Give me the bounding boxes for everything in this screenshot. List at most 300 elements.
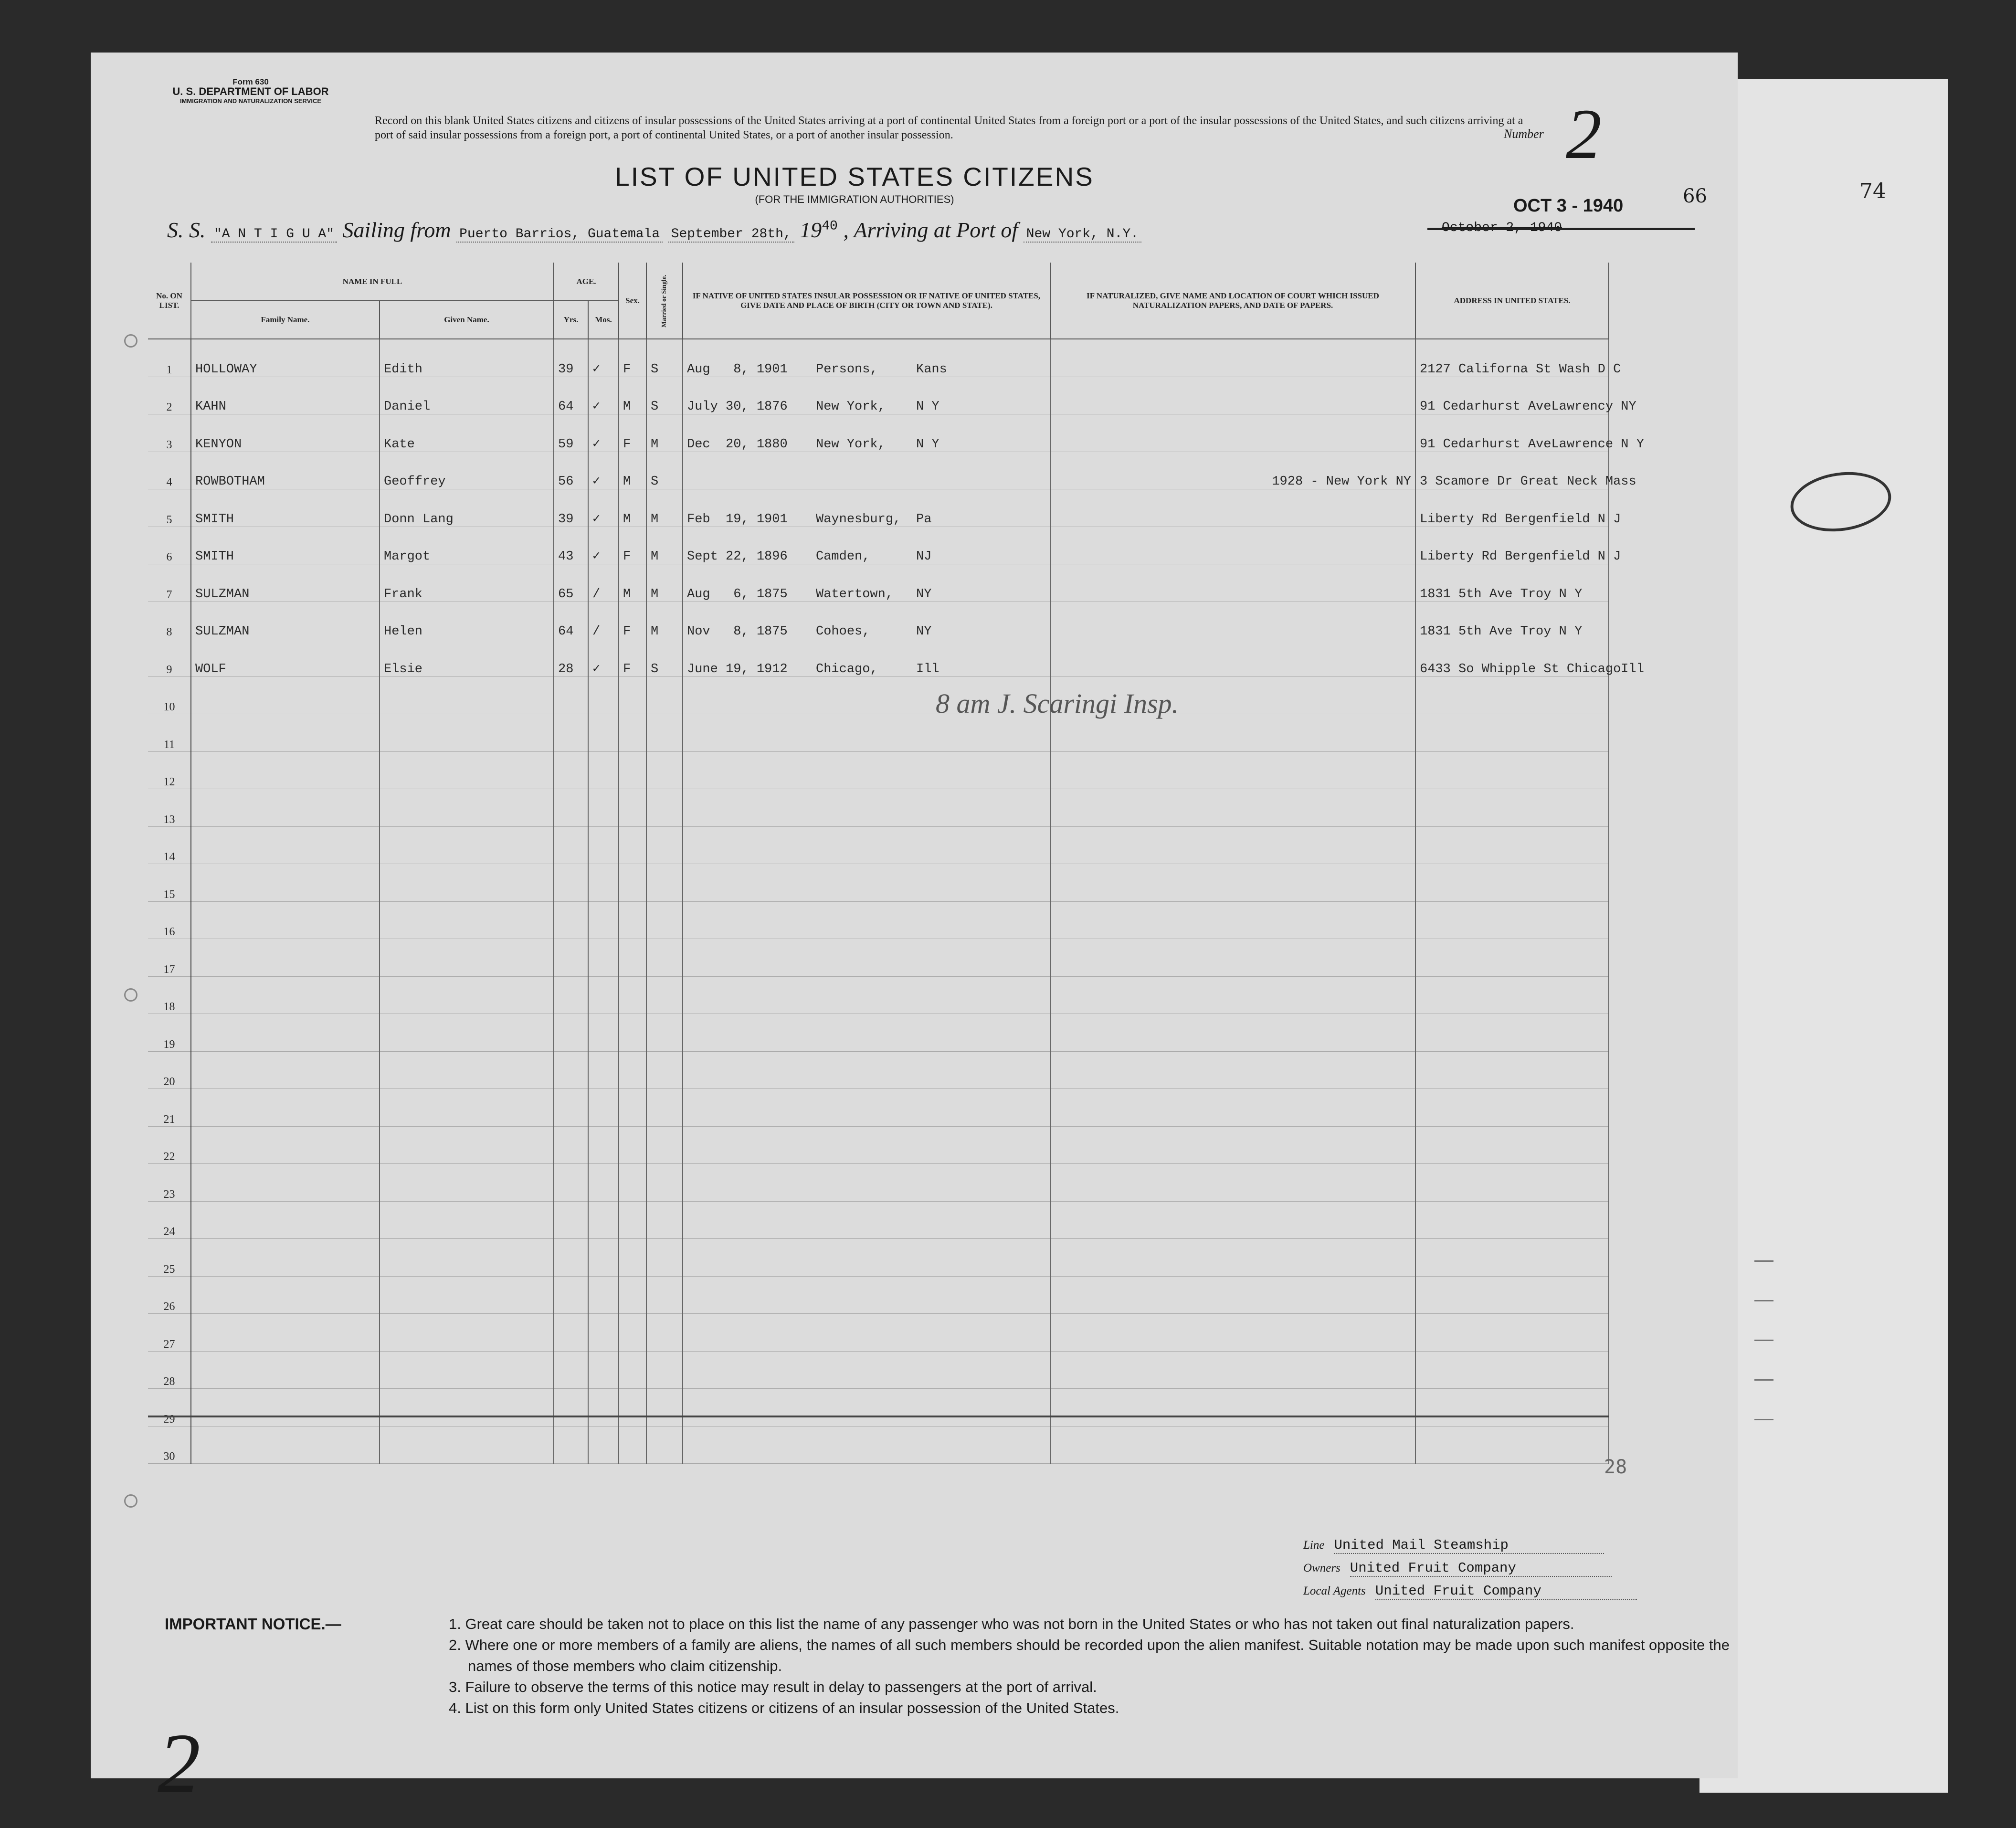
given-name: Edith	[380, 339, 554, 377]
age-months	[588, 1426, 619, 1464]
marital-status: M	[646, 564, 683, 602]
age-years: 65	[554, 564, 588, 602]
given-name	[380, 789, 554, 827]
row-number: 7	[148, 564, 191, 602]
naturalization	[1050, 1314, 1415, 1352]
marital-status: M	[646, 527, 683, 564]
naturalization	[1050, 864, 1415, 902]
date-stamp: OCT 3 - 1940	[1513, 196, 1624, 216]
sex: F	[619, 339, 646, 377]
birth-info	[683, 864, 1050, 902]
marital-status	[646, 826, 683, 864]
address: 91 Cedarhurst AveLawrency NY	[1415, 377, 1609, 414]
side-tick-marks	[1754, 1260, 1773, 1458]
age-years	[554, 976, 588, 1014]
given-name: Geoffrey	[380, 452, 554, 489]
bottom-number: 2	[158, 1716, 201, 1811]
age-months: ✓	[588, 489, 619, 527]
row-number: 18	[148, 976, 191, 1014]
arrival-port: New York, N.Y.	[1024, 227, 1141, 243]
age-months	[588, 1089, 619, 1127]
birth-info	[683, 377, 1050, 414]
table-row	[148, 1014, 1609, 1052]
sailing-date: September 28th,	[668, 227, 794, 243]
table-row	[148, 1239, 1609, 1277]
naturalization	[1050, 1051, 1415, 1089]
family-name	[191, 976, 380, 1014]
row-number: 8	[148, 602, 191, 639]
marital-status	[646, 901, 683, 939]
row-number: 15	[148, 864, 191, 902]
agents-value: United Fruit Company	[1375, 1583, 1637, 1600]
row-number: 6	[148, 527, 191, 564]
birth-date: Aug 8, 1901	[687, 362, 788, 377]
sex	[619, 676, 646, 714]
sex	[619, 789, 646, 827]
col-mos: Mos.	[588, 301, 619, 339]
table-row	[148, 1089, 1609, 1127]
age-months	[588, 864, 619, 902]
age-years: 43	[554, 527, 588, 564]
sex	[619, 1276, 646, 1314]
sex	[619, 939, 646, 977]
birth-date: Dec 20, 1880	[687, 437, 788, 452]
address	[1415, 1426, 1609, 1464]
sex	[619, 1389, 646, 1426]
address	[1415, 901, 1609, 939]
sex: M	[619, 489, 646, 527]
arriving-label: , Arriving at Port of	[843, 218, 1018, 242]
table-body	[148, 339, 1644, 1464]
sex	[619, 901, 646, 939]
sex	[619, 1014, 646, 1052]
from-port: Puerto Barrios, Guatemala	[456, 227, 663, 243]
age-months	[588, 939, 619, 977]
birth-info	[683, 751, 1050, 789]
form-number: Form 630	[232, 77, 269, 86]
row-number: 29	[148, 1389, 191, 1426]
sailing-label: Sailing from	[342, 218, 451, 242]
col-birth: IF NATIVE OF UNITED STATES INSULAR POSSESSION OR IF NATIVE OF UNITED STATES, GIVE DATE AND PLACE OF BIRTH (CITY OR TOWN AND STATE).	[683, 263, 1050, 339]
table-row	[148, 414, 1609, 452]
birth-info	[683, 1164, 1050, 1202]
given-name: Daniel	[380, 377, 554, 414]
birth-info	[683, 901, 1050, 939]
naturalization	[1050, 1239, 1415, 1277]
age-years	[554, 939, 588, 977]
row-number: 10	[148, 676, 191, 714]
table-row	[148, 639, 1609, 677]
sex	[619, 1126, 646, 1164]
table-row	[148, 527, 1609, 564]
family-name: KENYON	[191, 414, 380, 452]
naturalization	[1050, 377, 1415, 414]
manifest-sheet	[91, 53, 1738, 1811]
address	[1415, 1389, 1609, 1426]
given-name	[380, 939, 554, 977]
age-years	[554, 714, 588, 752]
naturalization	[1050, 339, 1415, 377]
sex	[619, 1089, 646, 1127]
sex: M	[619, 564, 646, 602]
agents-field: Local Agents United Fruit Company	[1303, 1583, 1637, 1599]
sex	[619, 1051, 646, 1089]
sex: F	[619, 602, 646, 639]
table-row	[148, 976, 1609, 1014]
row-number: 30	[148, 1426, 191, 1464]
row-number: 1	[148, 339, 191, 377]
passenger-table	[148, 263, 1644, 1464]
age-months	[588, 676, 619, 714]
corner-number: 66	[1683, 185, 1707, 207]
marital-status: S	[646, 377, 683, 414]
address: 1831 5th Ave Troy N Y	[1415, 564, 1609, 602]
family-name	[191, 939, 380, 977]
address: 91 Cedarhurst AveLawrence N Y	[1415, 414, 1609, 452]
birth-state: Ill	[916, 662, 939, 676]
family-name	[191, 826, 380, 864]
given-name	[380, 1164, 554, 1202]
given-name: Frank	[380, 564, 554, 602]
row-number: 28	[148, 1351, 191, 1389]
address	[1415, 864, 1609, 902]
marital-status	[646, 1276, 683, 1314]
address	[1415, 1164, 1609, 1202]
age-years: 64	[554, 602, 588, 639]
punch-hole-icon	[124, 334, 137, 348]
address: Liberty Rd Bergenfield N J	[1415, 489, 1609, 527]
age-years	[554, 676, 588, 714]
col-address: ADDRESS IN UNITED STATES.	[1415, 263, 1609, 339]
birth-info	[683, 1314, 1050, 1352]
naturalization	[1050, 1351, 1415, 1389]
birth-info	[683, 489, 1050, 527]
birth-city: Camden,	[816, 549, 870, 564]
row-number: 5	[148, 489, 191, 527]
address	[1415, 676, 1609, 714]
age-years	[554, 1276, 588, 1314]
birth-state: NY	[916, 587, 932, 602]
row-number: 13	[148, 789, 191, 827]
address	[1415, 1089, 1609, 1127]
birth-info	[683, 527, 1050, 564]
age-years	[554, 864, 588, 902]
age-years: 39	[554, 339, 588, 377]
naturalization	[1050, 789, 1415, 827]
age-months: /	[588, 564, 619, 602]
birth-info	[683, 976, 1050, 1014]
notice-heading: IMPORTANT NOTICE.—	[165, 1615, 341, 1633]
marital-status: S	[646, 339, 683, 377]
row-number: 2	[148, 377, 191, 414]
naturalization	[1050, 826, 1415, 864]
age-years	[554, 901, 588, 939]
naturalization	[1050, 602, 1415, 639]
birth-state: Kans	[916, 362, 947, 377]
col-name-in-full: NAME IN FULL	[191, 263, 554, 301]
age-months	[588, 826, 619, 864]
age-months	[588, 1314, 619, 1352]
naturalization	[1050, 1389, 1415, 1426]
birth-info	[683, 339, 1050, 377]
table-row	[148, 377, 1609, 414]
given-name	[380, 1276, 554, 1314]
birth-info	[683, 452, 1050, 489]
naturalization	[1050, 714, 1415, 752]
table-row	[148, 864, 1609, 902]
col-yrs: Yrs.	[554, 301, 588, 339]
birth-city: Cohoes,	[816, 624, 870, 639]
given-name	[380, 864, 554, 902]
age-years: 64	[554, 377, 588, 414]
given-name	[380, 901, 554, 939]
family-name: SMITH	[191, 527, 380, 564]
ship-info-row	[167, 217, 1141, 243]
age-months: ✓	[588, 414, 619, 452]
birth-info	[683, 789, 1050, 827]
family-name	[191, 1126, 380, 1164]
birth-city: Watertown,	[816, 587, 894, 602]
table-row	[148, 489, 1609, 527]
notice-item: 4. List on this form only United States citizens or citizens of an insular possession of the United States.	[449, 1700, 1119, 1716]
naturalization	[1050, 1126, 1415, 1164]
address	[1415, 751, 1609, 789]
given-name: Elsie	[380, 639, 554, 677]
col-married: Married or Single.	[646, 263, 683, 339]
age-months	[588, 1126, 619, 1164]
sex	[619, 1164, 646, 1202]
table-row	[148, 1351, 1609, 1389]
naturalization	[1050, 1426, 1415, 1464]
address	[1415, 1351, 1609, 1389]
number-label: Number	[1504, 127, 1544, 141]
address: 3 Scamore Dr Great Neck Mass	[1415, 452, 1609, 489]
family-name: SMITH	[191, 489, 380, 527]
row-number: 11	[148, 714, 191, 752]
address	[1415, 1051, 1609, 1089]
sex	[619, 1314, 646, 1352]
naturalization	[1050, 564, 1415, 602]
age-months	[588, 1201, 619, 1239]
naturalization	[1050, 1089, 1415, 1127]
age-months	[588, 789, 619, 827]
family-name	[191, 1014, 380, 1052]
age-months	[588, 1239, 619, 1277]
naturalization	[1050, 751, 1415, 789]
col-sex: Sex.	[619, 263, 646, 339]
naturalization	[1050, 414, 1415, 452]
row-number: 25	[148, 1239, 191, 1277]
naturalization	[1050, 527, 1415, 564]
address: Liberty Rd Bergenfield N J	[1415, 527, 1609, 564]
table-row	[148, 1314, 1609, 1352]
age-years	[554, 1164, 588, 1202]
family-name	[191, 1089, 380, 1127]
row-number: 23	[148, 1164, 191, 1202]
marital-status	[646, 1239, 683, 1277]
given-name: Margot	[380, 527, 554, 564]
birth-info	[683, 1014, 1050, 1052]
sex	[619, 864, 646, 902]
age-years	[554, 1201, 588, 1239]
naturalization	[1050, 1014, 1415, 1052]
marital-status: M	[646, 602, 683, 639]
age-years	[554, 1051, 588, 1089]
marital-status: M	[646, 414, 683, 452]
given-name: Kate	[380, 414, 554, 452]
age-months: ✓	[588, 377, 619, 414]
birth-date: July 30, 1876	[687, 400, 788, 414]
col-naturalized: IF NATURALIZED, GIVE NAME AND LOCATION OF COURT WHICH ISSUED NATURALIZATION PAPERS, AND DATE OF PAPERS.	[1050, 263, 1415, 339]
sex	[619, 1351, 646, 1389]
family-name	[191, 1389, 380, 1426]
address	[1415, 1126, 1609, 1164]
col-given-name: Given Name.	[380, 301, 554, 339]
age-years: 39	[554, 489, 588, 527]
age-years	[554, 1239, 588, 1277]
family-name	[191, 1051, 380, 1089]
birth-city: New York,	[816, 400, 886, 414]
marital-status	[646, 1164, 683, 1202]
col-no: No. ON LIST.	[148, 263, 191, 339]
birth-date: Aug 6, 1875	[687, 587, 788, 602]
age-months	[588, 714, 619, 752]
row-number: 9	[148, 639, 191, 677]
row-number: 20	[148, 1051, 191, 1089]
marital-status	[646, 976, 683, 1014]
row-number: 14	[148, 826, 191, 864]
given-name	[380, 1051, 554, 1089]
given-name	[380, 1201, 554, 1239]
birth-date: June 19, 1912	[687, 662, 788, 676]
tally-number: 28	[1604, 1456, 1627, 1478]
naturalization	[1050, 901, 1415, 939]
sex: M	[619, 452, 646, 489]
table-row	[148, 901, 1609, 939]
naturalization	[1050, 1276, 1415, 1314]
birth-city: Persons,	[816, 362, 878, 377]
row-number: 3	[148, 414, 191, 452]
address: 1831 5th Ave Troy N Y	[1415, 602, 1609, 639]
strike-line	[1427, 228, 1695, 230]
age-months	[588, 901, 619, 939]
marital-status	[646, 789, 683, 827]
naturalization	[1050, 639, 1415, 677]
address	[1415, 714, 1609, 752]
family-name	[191, 901, 380, 939]
age-months	[588, 1276, 619, 1314]
age-years	[554, 1089, 588, 1127]
age-months: /	[588, 602, 619, 639]
row-number: 24	[148, 1201, 191, 1239]
family-name	[191, 1164, 380, 1202]
birth-state: Pa	[916, 512, 932, 527]
sex	[619, 976, 646, 1014]
punch-hole-icon	[124, 1494, 137, 1508]
sex: F	[619, 527, 646, 564]
marital-status	[646, 1051, 683, 1089]
marital-status: M	[646, 489, 683, 527]
given-name: Helen	[380, 602, 554, 639]
marital-status	[646, 1314, 683, 1352]
naturalization	[1050, 489, 1415, 527]
age-months: ✓	[588, 639, 619, 677]
table-row	[148, 1389, 1609, 1426]
birth-state: N Y	[916, 400, 939, 414]
age-years	[554, 1426, 588, 1464]
sex	[619, 1239, 646, 1277]
sex	[619, 826, 646, 864]
ss-label: S. S.	[167, 218, 206, 242]
given-name	[380, 1014, 554, 1052]
col-family-name: Family Name.	[191, 301, 380, 339]
birth-info	[683, 564, 1050, 602]
marital-status	[646, 751, 683, 789]
birth-info	[683, 1089, 1050, 1127]
family-name	[191, 714, 380, 752]
address: 6433 So Whipple St ChicagoIll	[1415, 639, 1609, 677]
birth-date: Sept 22, 1896	[687, 549, 788, 564]
family-name	[191, 864, 380, 902]
row-number: 17	[148, 939, 191, 977]
age-years	[554, 789, 588, 827]
family-name: SULZMAN	[191, 564, 380, 602]
address	[1415, 1201, 1609, 1239]
address	[1415, 1314, 1609, 1352]
address	[1415, 1014, 1609, 1052]
age-years	[554, 1389, 588, 1426]
family-name	[191, 1239, 380, 1277]
birth-info	[683, 1351, 1050, 1389]
age-months: ✓	[588, 339, 619, 377]
birth-info	[683, 1389, 1050, 1426]
row-number: 22	[148, 1126, 191, 1164]
sex: M	[619, 377, 646, 414]
age-years	[554, 1014, 588, 1052]
birth-info	[683, 1051, 1050, 1089]
address	[1415, 1239, 1609, 1277]
birth-city: Waynesburg,	[816, 512, 901, 527]
given-name	[380, 1089, 554, 1127]
notice-item: 3. Failure to observe the terms of this notice may result in delay to passengers at the port of arrival.	[449, 1679, 1097, 1695]
marital-status: S	[646, 452, 683, 489]
marital-status	[646, 676, 683, 714]
marital-status	[646, 1126, 683, 1164]
table-row	[148, 452, 1609, 489]
age-months	[588, 1389, 619, 1426]
age-months: ✓	[588, 527, 619, 564]
birth-state: NY	[916, 624, 932, 639]
department-name: U. S. DEPARTMENT OF LABOR	[172, 85, 329, 97]
birth-info	[683, 826, 1050, 864]
marital-status	[646, 1351, 683, 1389]
age-months	[588, 751, 619, 789]
age-years	[554, 1314, 588, 1352]
marital-status	[646, 1201, 683, 1239]
birth-info	[683, 1276, 1050, 1314]
given-name	[380, 676, 554, 714]
table-row	[148, 1201, 1609, 1239]
punch-hole-icon	[124, 988, 137, 1002]
age-months: ✓	[588, 452, 619, 489]
age-months	[588, 1014, 619, 1052]
address	[1415, 1276, 1609, 1314]
birth-date: Feb 19, 1901	[687, 512, 788, 527]
age-months	[588, 1164, 619, 1202]
age-years	[554, 1126, 588, 1164]
family-name	[191, 1201, 380, 1239]
page-subtitle: (FOR THE IMMIGRATION AUTHORITIES)	[755, 193, 954, 205]
